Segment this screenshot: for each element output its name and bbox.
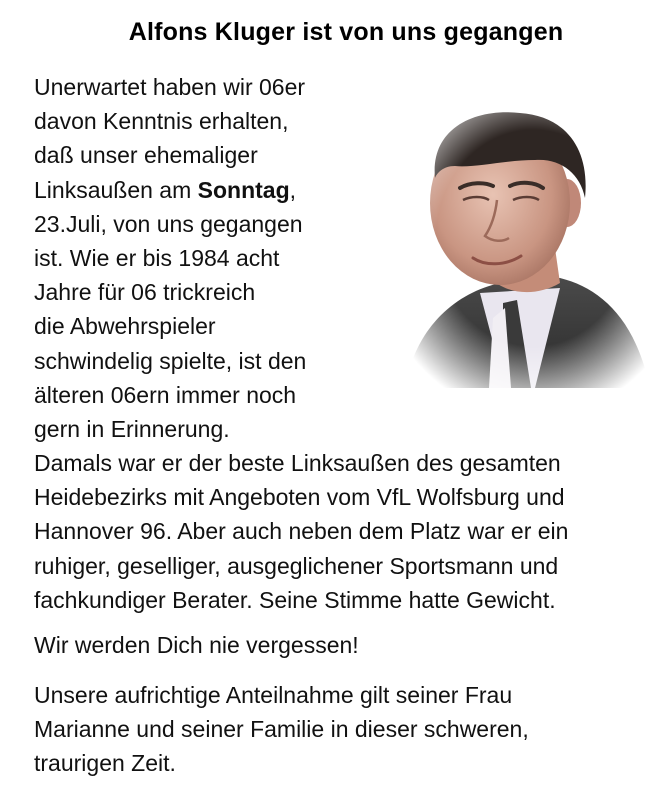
emphasized-day: Sonntag — [197, 176, 290, 203]
career-paragraph — [34, 446, 654, 617]
remembrance-line: Wir werden Dich nie vergessen! — [34, 632, 359, 658]
intro-line: daß unser ehemaliger — [34, 142, 258, 169]
career-line: Heidebezirks mit Angeboten vom VfL Wolfsburg und — [34, 484, 565, 511]
remembrance-paragraph — [34, 628, 654, 662]
intro-line: 23.Juli, von uns gegangen — [34, 210, 303, 237]
page-title: Alfons Kluger ist von uns gegangen — [128, 18, 564, 46]
intro-line-text: Linksaußen am — [34, 176, 198, 203]
career-line: ruhiger, geselliger, ausgeglichener Sportsmann und — [34, 552, 559, 579]
condolence-paragraph — [34, 678, 654, 781]
intro-line: davon Kenntnis erhalten, — [34, 108, 289, 135]
career-line: Damals war er der beste Linksaußen des gesamten — [34, 450, 561, 476]
intro-line: schwindelig spielte, ist den — [34, 347, 307, 374]
intro-line: Jahre für 06 trickreich — [34, 279, 256, 306]
intro-line: älteren 06ern immer noch — [34, 381, 297, 408]
career-line: Hannover 96. Aber auch neben dem Platz war er ein — [34, 518, 569, 545]
condolence-line: Unsere aufrichtige Anteilnahme gilt seiner Frau — [34, 682, 513, 708]
intro-line: die Abwehrspieler — [34, 313, 216, 340]
portrait-photo — [385, 88, 655, 388]
intro-line: gern in Erinnerung. — [34, 416, 230, 443]
condolence-line: traurigen Zeit. — [34, 750, 176, 777]
intro-line: Unerwartet haben wir 06er — [34, 74, 306, 100]
intro-paragraph — [34, 70, 394, 446]
condolence-line: Marianne und seiner Familie in dieser schweren, — [34, 716, 529, 743]
intro-line: ist. Wie er bis 1984 acht — [34, 245, 280, 272]
intro-line-punct: , — [289, 176, 297, 203]
career-line: fachkundiger Berater. Seine Stimme hatte Gewicht. — [34, 586, 556, 613]
intro-line — [34, 173, 394, 207]
